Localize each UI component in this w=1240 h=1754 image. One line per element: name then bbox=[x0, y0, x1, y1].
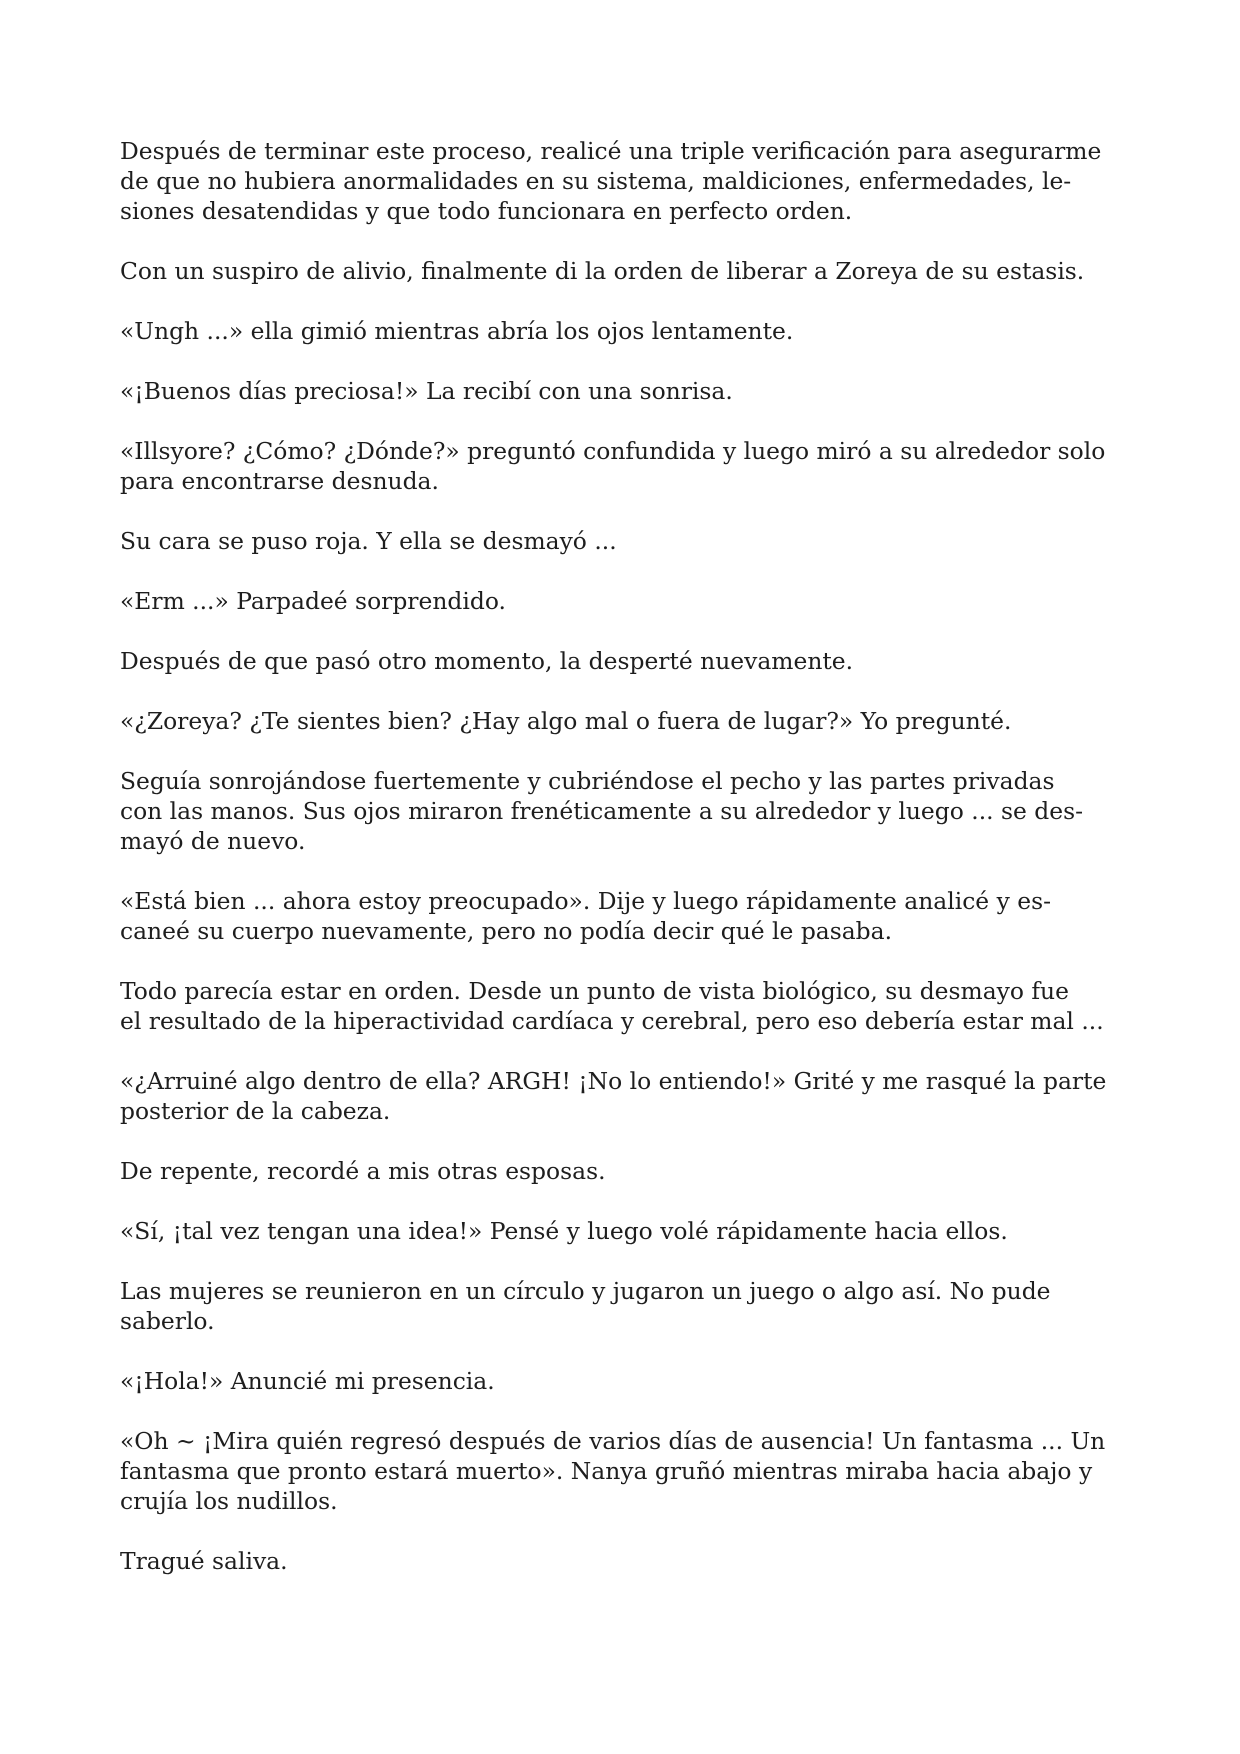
text-line: «Illsyore? ¿Cómo? ¿Dónde?» preguntó confundida y luego miró a su alrededor solo bbox=[120, 437, 1106, 465]
paragraph-18 bbox=[120, 1426, 1120, 1516]
text-line: «Erm ...» Parpadeé sorprendido. bbox=[120, 587, 506, 615]
text-line: «Ungh ...» ella gimió mientras abría los ojos lentamente. bbox=[120, 317, 794, 345]
paragraph-12 bbox=[120, 976, 1120, 1036]
text-line: «¿Arruiné algo dentro de ella? ARGH! ¡No lo entiendo!» Grité y me rasqué la parte bbox=[120, 1067, 1107, 1095]
text-line: el resultado de la hiperactividad cardíaca y cerebral, pero eso debería estar mal ... bbox=[120, 1007, 1104, 1035]
paragraph-5 bbox=[120, 436, 1120, 496]
text-line: Todo parecía estar en orden. Desde un punto de vista biológico, su desmayo fue bbox=[120, 977, 1069, 1005]
paragraph-16 bbox=[120, 1276, 1120, 1336]
text-line: Tragué saliva. bbox=[120, 1547, 288, 1575]
text-line: para encontrarse desnuda. bbox=[120, 467, 439, 495]
text-line: crujía los nudillos. bbox=[120, 1487, 338, 1515]
text-line: con las manos. Sus ojos miraron frenéticamente a su alrededor y luego ... se des- bbox=[120, 797, 1084, 825]
text-line: Después de que pasó otro momento, la desperté nuevamente. bbox=[120, 647, 854, 675]
paragraph-14 bbox=[120, 1156, 1120, 1186]
text-line: siones desatendidas y que todo funcionara en perfecto orden. bbox=[120, 197, 853, 225]
text-line: Las mujeres se reunieron en un círculo y jugaron un juego o algo así. No pude bbox=[120, 1277, 1051, 1305]
paragraph-17 bbox=[120, 1366, 1120, 1396]
paragraph-8 bbox=[120, 646, 1120, 676]
text-line: «Oh ~ ¡Mira quién regresó después de varios días de ausencia! Un fantasma ... Un bbox=[120, 1427, 1106, 1455]
paragraph-11 bbox=[120, 886, 1120, 946]
text-line: de que no hubiera anormalidades en su sistema, maldiciones, enfermedades, le- bbox=[120, 167, 1072, 195]
text-line: Con un suspiro de alivio, finalmente di la orden de liberar a Zoreya de su estasis. bbox=[120, 257, 1085, 285]
paragraph-15 bbox=[120, 1216, 1120, 1246]
text-line: Seguía sonrojándose fuertemente y cubriéndose el pecho y las partes privadas bbox=[120, 767, 1055, 795]
paragraph-2 bbox=[120, 256, 1120, 286]
text-line: Su cara se puso roja. Y ella se desmayó ... bbox=[120, 527, 617, 555]
text-line: mayó de nuevo. bbox=[120, 827, 306, 855]
paragraph-4 bbox=[120, 376, 1120, 406]
text-line: «Sí, ¡tal vez tengan una idea!» Pensé y luego volé rápidamente hacia ellos. bbox=[120, 1217, 1008, 1245]
paragraph-6 bbox=[120, 526, 1120, 556]
paragraph-7 bbox=[120, 586, 1120, 616]
document-body bbox=[120, 136, 1120, 1606]
text-line: caneé su cuerpo nuevamente, pero no podía decir qué le pasaba. bbox=[120, 917, 893, 945]
text-line: saberlo. bbox=[120, 1307, 215, 1335]
text-line: «¡Buenos días preciosa!» La recibí con una sonrisa. bbox=[120, 377, 733, 405]
text-line: Después de terminar este proceso, realicé una triple verificación para asegurarme bbox=[120, 137, 1102, 165]
paragraph-3 bbox=[120, 316, 1120, 346]
paragraph-9 bbox=[120, 706, 1120, 736]
text-line: De repente, recordé a mis otras esposas. bbox=[120, 1157, 606, 1185]
text-line: posterior de la cabeza. bbox=[120, 1097, 391, 1125]
paragraph-19 bbox=[120, 1546, 1120, 1576]
paragraph-13 bbox=[120, 1066, 1120, 1126]
text-line: fantasma que pronto estará muerto». Nanya gruñó mientras miraba hacia abajo y bbox=[120, 1457, 1093, 1485]
text-line: «¿Zoreya? ¿Te sientes bien? ¿Hay algo mal o fuera de lugar?» Yo pregunté. bbox=[120, 707, 1012, 735]
paragraph-10 bbox=[120, 766, 1120, 856]
text-line: «Está bien ... ahora estoy preocupado». Dije y luego rápidamente analicé y es- bbox=[120, 887, 1051, 915]
text-line: «¡Hola!» Anuncié mi presencia. bbox=[120, 1367, 495, 1395]
paragraph-1 bbox=[120, 136, 1120, 226]
